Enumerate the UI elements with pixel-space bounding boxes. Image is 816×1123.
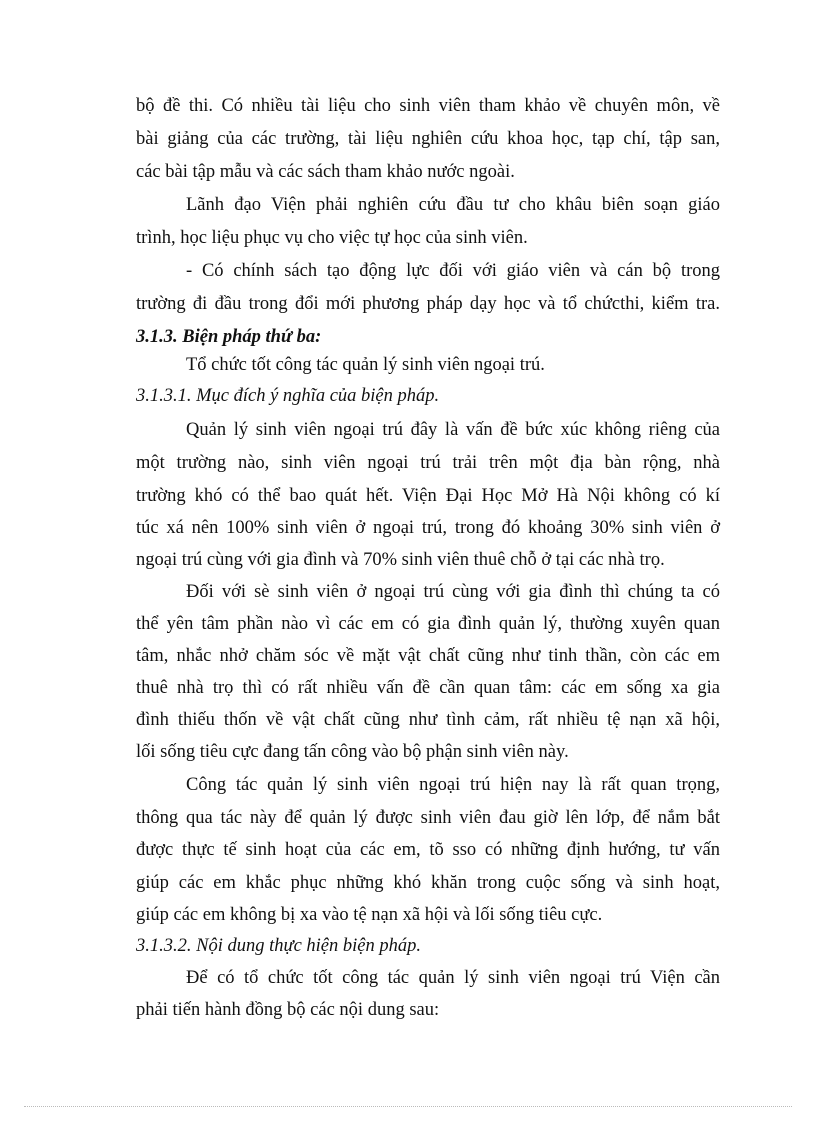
paragraph-line: bộ đề thi. Có nhiều tài liệu cho sinh viên tham khảo về chuyên môn, về <box>136 96 720 116</box>
paragraph-line: thuê nhà trọ thì có rất nhiều vấn đề cần quan tâm: các em sống xa gia <box>136 678 720 698</box>
paragraph-line: ngoại trú cùng với gia đình và 70% sinh viên thuê chỗ ở tại các nhà trọ. <box>136 550 665 570</box>
paragraph-line: giúp các em không bị xa vào tệ nạn xã hội và lối sống tiêu cực. <box>136 905 603 925</box>
paragraph-line: - Có chính sách tạo động lực đối với giáo viên và cán bộ trong <box>186 261 720 281</box>
paragraph-line: trường đi đầu trong đổi mới phương pháp dạy học và tổ chứcthi, kiểm tra. <box>136 294 720 314</box>
paragraph-line: một trường nào, sinh viên ngoại trú trải trên một địa bàn rộng, nhà <box>136 453 720 473</box>
paragraph-line: lối sống tiêu cực đang tấn công vào bộ phận sinh viên này. <box>136 742 569 762</box>
paragraph-line: trình, học liệu phục vụ cho việc tự học của sinh viên. <box>136 228 528 248</box>
paragraph-line: Tổ chức tốt công tác quản lý sinh viên ngoại trú. <box>186 355 545 375</box>
paragraph-line: Công tác quản lý sinh viên ngoại trú hiện nay là rất quan trọng, <box>186 775 720 795</box>
paragraph-line: giúp các em khắc phục những khó khăn trong cuộc sống và sinh hoạt, <box>136 873 720 893</box>
paragraph-line: được thực tế sinh hoạt của các em, tõ sso có những định hướng, tư vấn <box>136 840 720 860</box>
paragraph-line: tâm, nhắc nhở chăm sóc về mặt vật chất cũng như tinh thần, còn các em <box>136 646 720 666</box>
page-bottom-rule <box>24 1106 792 1107</box>
paragraph-line: bài giảng của các trường, tài liệu nghiên cứu khoa học, tạp chí, tập san, <box>136 129 720 149</box>
paragraph-line: trường khó có thể bao quát hết. Viện Đại Học Mở Hà Nội không có kí <box>136 486 720 506</box>
paragraph-line: Lãnh đạo Viện phải nghiên cứu đầu tư cho khâu biên soạn giáo <box>186 195 720 215</box>
paragraph-line: Quản lý sinh viên ngoại trú đây là vấn đề bức xúc không riêng của <box>186 420 720 440</box>
paragraph-line: đình thiếu thốn về vật chất cũng như tình cảm, rất nhiều tệ nạn xã hội, <box>136 710 720 730</box>
section-heading: 3.1.3. Biện pháp thứ ba: <box>136 327 322 347</box>
paragraph-line: phải tiến hành đồng bộ các nội dung sau: <box>136 1000 440 1020</box>
subsection-heading: 3.1.3.2. Nội dung thực hiện biện pháp. <box>136 936 421 956</box>
paragraph-line: thể yên tâm phần nào vì các em có gia đình quản lý, thường xuyên quan <box>136 614 720 634</box>
paragraph-line: túc xá nên 100% sinh viên ở ngoại trú, trong đó khoảng 30% sinh viên ở <box>136 518 720 538</box>
paragraph-line: thông qua tác này để quản lý được sinh viên đau giờ lên lớp, để nắm bắt <box>136 808 720 828</box>
paragraph-line: các bài tập mẫu và các sách tham khảo nước ngoài. <box>136 162 515 182</box>
paragraph-line: Để có tổ chức tốt công tác quản lý sinh viên ngoại trú Viện cần <box>186 968 720 988</box>
subsection-heading: 3.1.3.1. Mục đích ý nghĩa của biện pháp. <box>136 386 440 406</box>
paragraph-line: Đối với sè sinh viên ở ngoại trú cùng với gia đình thì chúng ta có <box>186 582 720 602</box>
